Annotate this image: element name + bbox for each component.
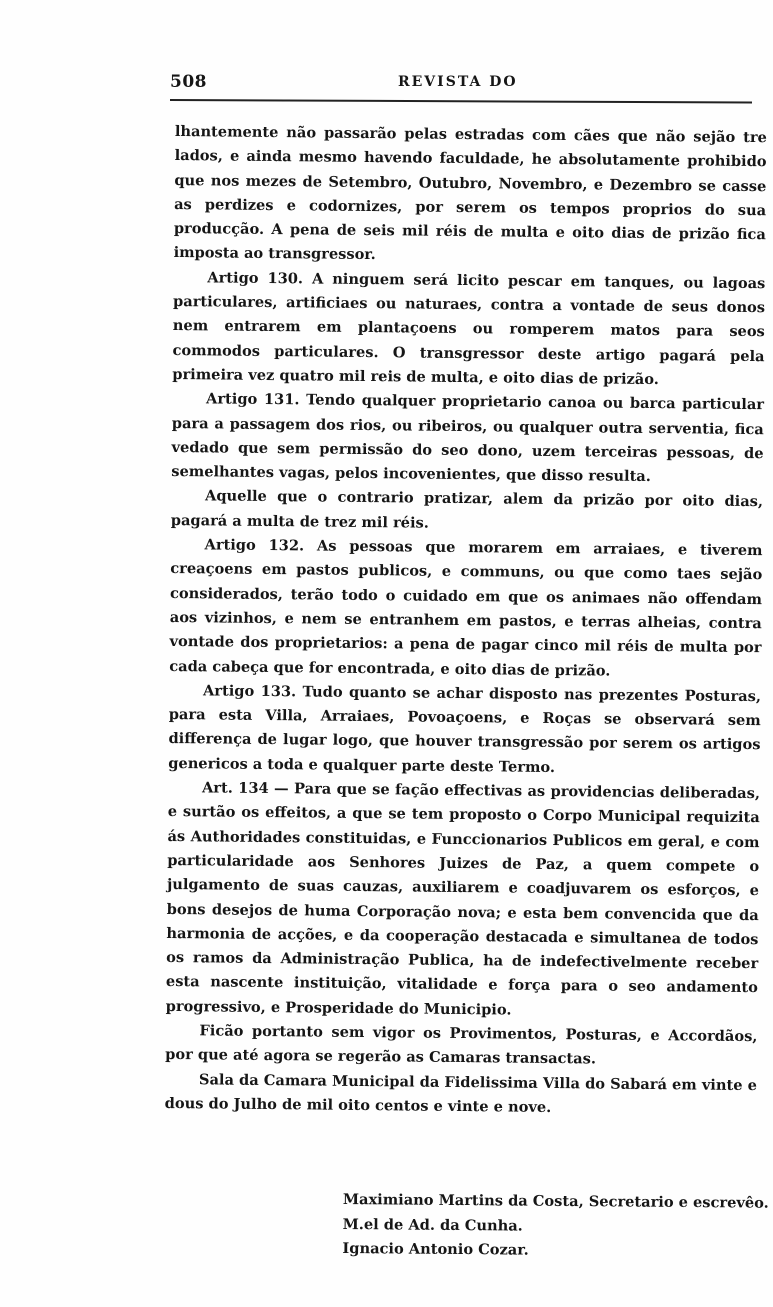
paragraph-artigo-130: Artigo 130. A ninguem será licito pescar em tanques, ou lagoas particulares, artificiaes ou naturaes, contra a vontade de seus donos nem entrarem em plantaçoens ou romperem matos para seos commodos particulares. O transgressor deste artigo pagará pela primeira vez quatro mil reis de multa, e oito dias de prizão. bbox=[172, 269, 766, 389]
page-number: 508 bbox=[170, 72, 207, 92]
paragraph-artigo-132: Artigo 132. As pessoas que morarem em arraiaes, e tiverem creaçoens em pastos publicos, e communs, ou que como taes sejão considerados, terão todo o cuidado em que os animaes não offendam aos vizinhos, e nem se entranhem em pastos, e terras alheias, contra vontade dos proprietarios: a pena de pagar cinco mil réis de multa por cada cabeça que for encontrada, e oito dias de prizão. bbox=[169, 536, 763, 680]
body-text bbox=[165, 120, 767, 1122]
running-header bbox=[170, 72, 755, 96]
signature-block bbox=[342, 1188, 773, 1265]
paragraph-artigo-133: Artigo 133. Tudo quanto se achar disposto nas prezentes Posturas, para esta Villa, Arraiaes, Povoaçoens, e Roças se observará sem differença de lugar logo, que houver transgressão por serem os artigos genericos a toda e qualquer parte deste Termo. bbox=[168, 682, 762, 776]
paragraph-dateline: Sala da Camara Municipal da Fidelissima Villa do Sabará em vinte e dous do Julho de mil oito centos e vinte e nove. bbox=[164, 1070, 758, 1116]
signature-cozar: Ignacio Antonio Cozar. bbox=[342, 1239, 529, 1259]
paragraph-artigo-131: Artigo 131. Tendo qualquer proprietario canoa ou barca particular para a passagem dos rios, ou ribeiros, ou qualquer outra serventia, fica vedado que sem permissão do seo dono, uzem terceiras pessoas, de semelhantes vagas, pelos incovenientes, que disso resulta. bbox=[171, 390, 765, 486]
paragraph-artigo-131-penalty: Aquelle que o contrario pratizar, alem da prizão por oito dias, pagará a multa de trez mil réis. bbox=[170, 487, 764, 532]
running-title: REVISTA DO bbox=[398, 74, 518, 90]
paragraph-continued: lhantemente não passarão pelas estradas com cães que não sejão tre lados, e ainda mesmo havendo faculdade, he absolutamente prohibido que nos mezes de Setembro, Outubro, Novembro, e Dezembro se casse as perdizes e codornizes, por serem os tempos proprios do sua producção. A pena de seis mil réis de multa e oito dias de prizão fica imposta ao transgressor. bbox=[173, 122, 767, 264]
signature-cunha: M.el de Ad. da Cunha. bbox=[342, 1215, 523, 1235]
header-rule bbox=[170, 99, 752, 104]
signature-secretary: Maximiano Martins da Costa, Secretario e escrevêo. bbox=[342, 1190, 769, 1212]
paragraph-artigo-134: Art. 134 — Para que se fação effectivas as providencias deliberadas, e surtão os effeitos, a que se tem proposto o Corpo Municipal requizita ás Authoridades constituidas, e Funccionarios Publicos em geral, e com particularidade aos Senhores Juizes de Paz, a quem compete o julgamento de suas cauzas, auxiliarem e coadjuvarem os esforços, e bons desejos de huma Corporação nova; e esta bem convencida que da harmonia de acções, e da cooperação destacada e simultanea de todos os ramos da Administração Publica, ha de indefectivelmente receber esta nascente instituição, vitalidade e força para o seo andamento progressivo, e Prosperidade do Municipio. bbox=[165, 779, 761, 1019]
paragraph-revocation: Ficão portanto sem vigor os Provimentos, Posturas, e Accordãos, por que até agora se regerão as Camaras transactas. bbox=[165, 1022, 758, 1068]
